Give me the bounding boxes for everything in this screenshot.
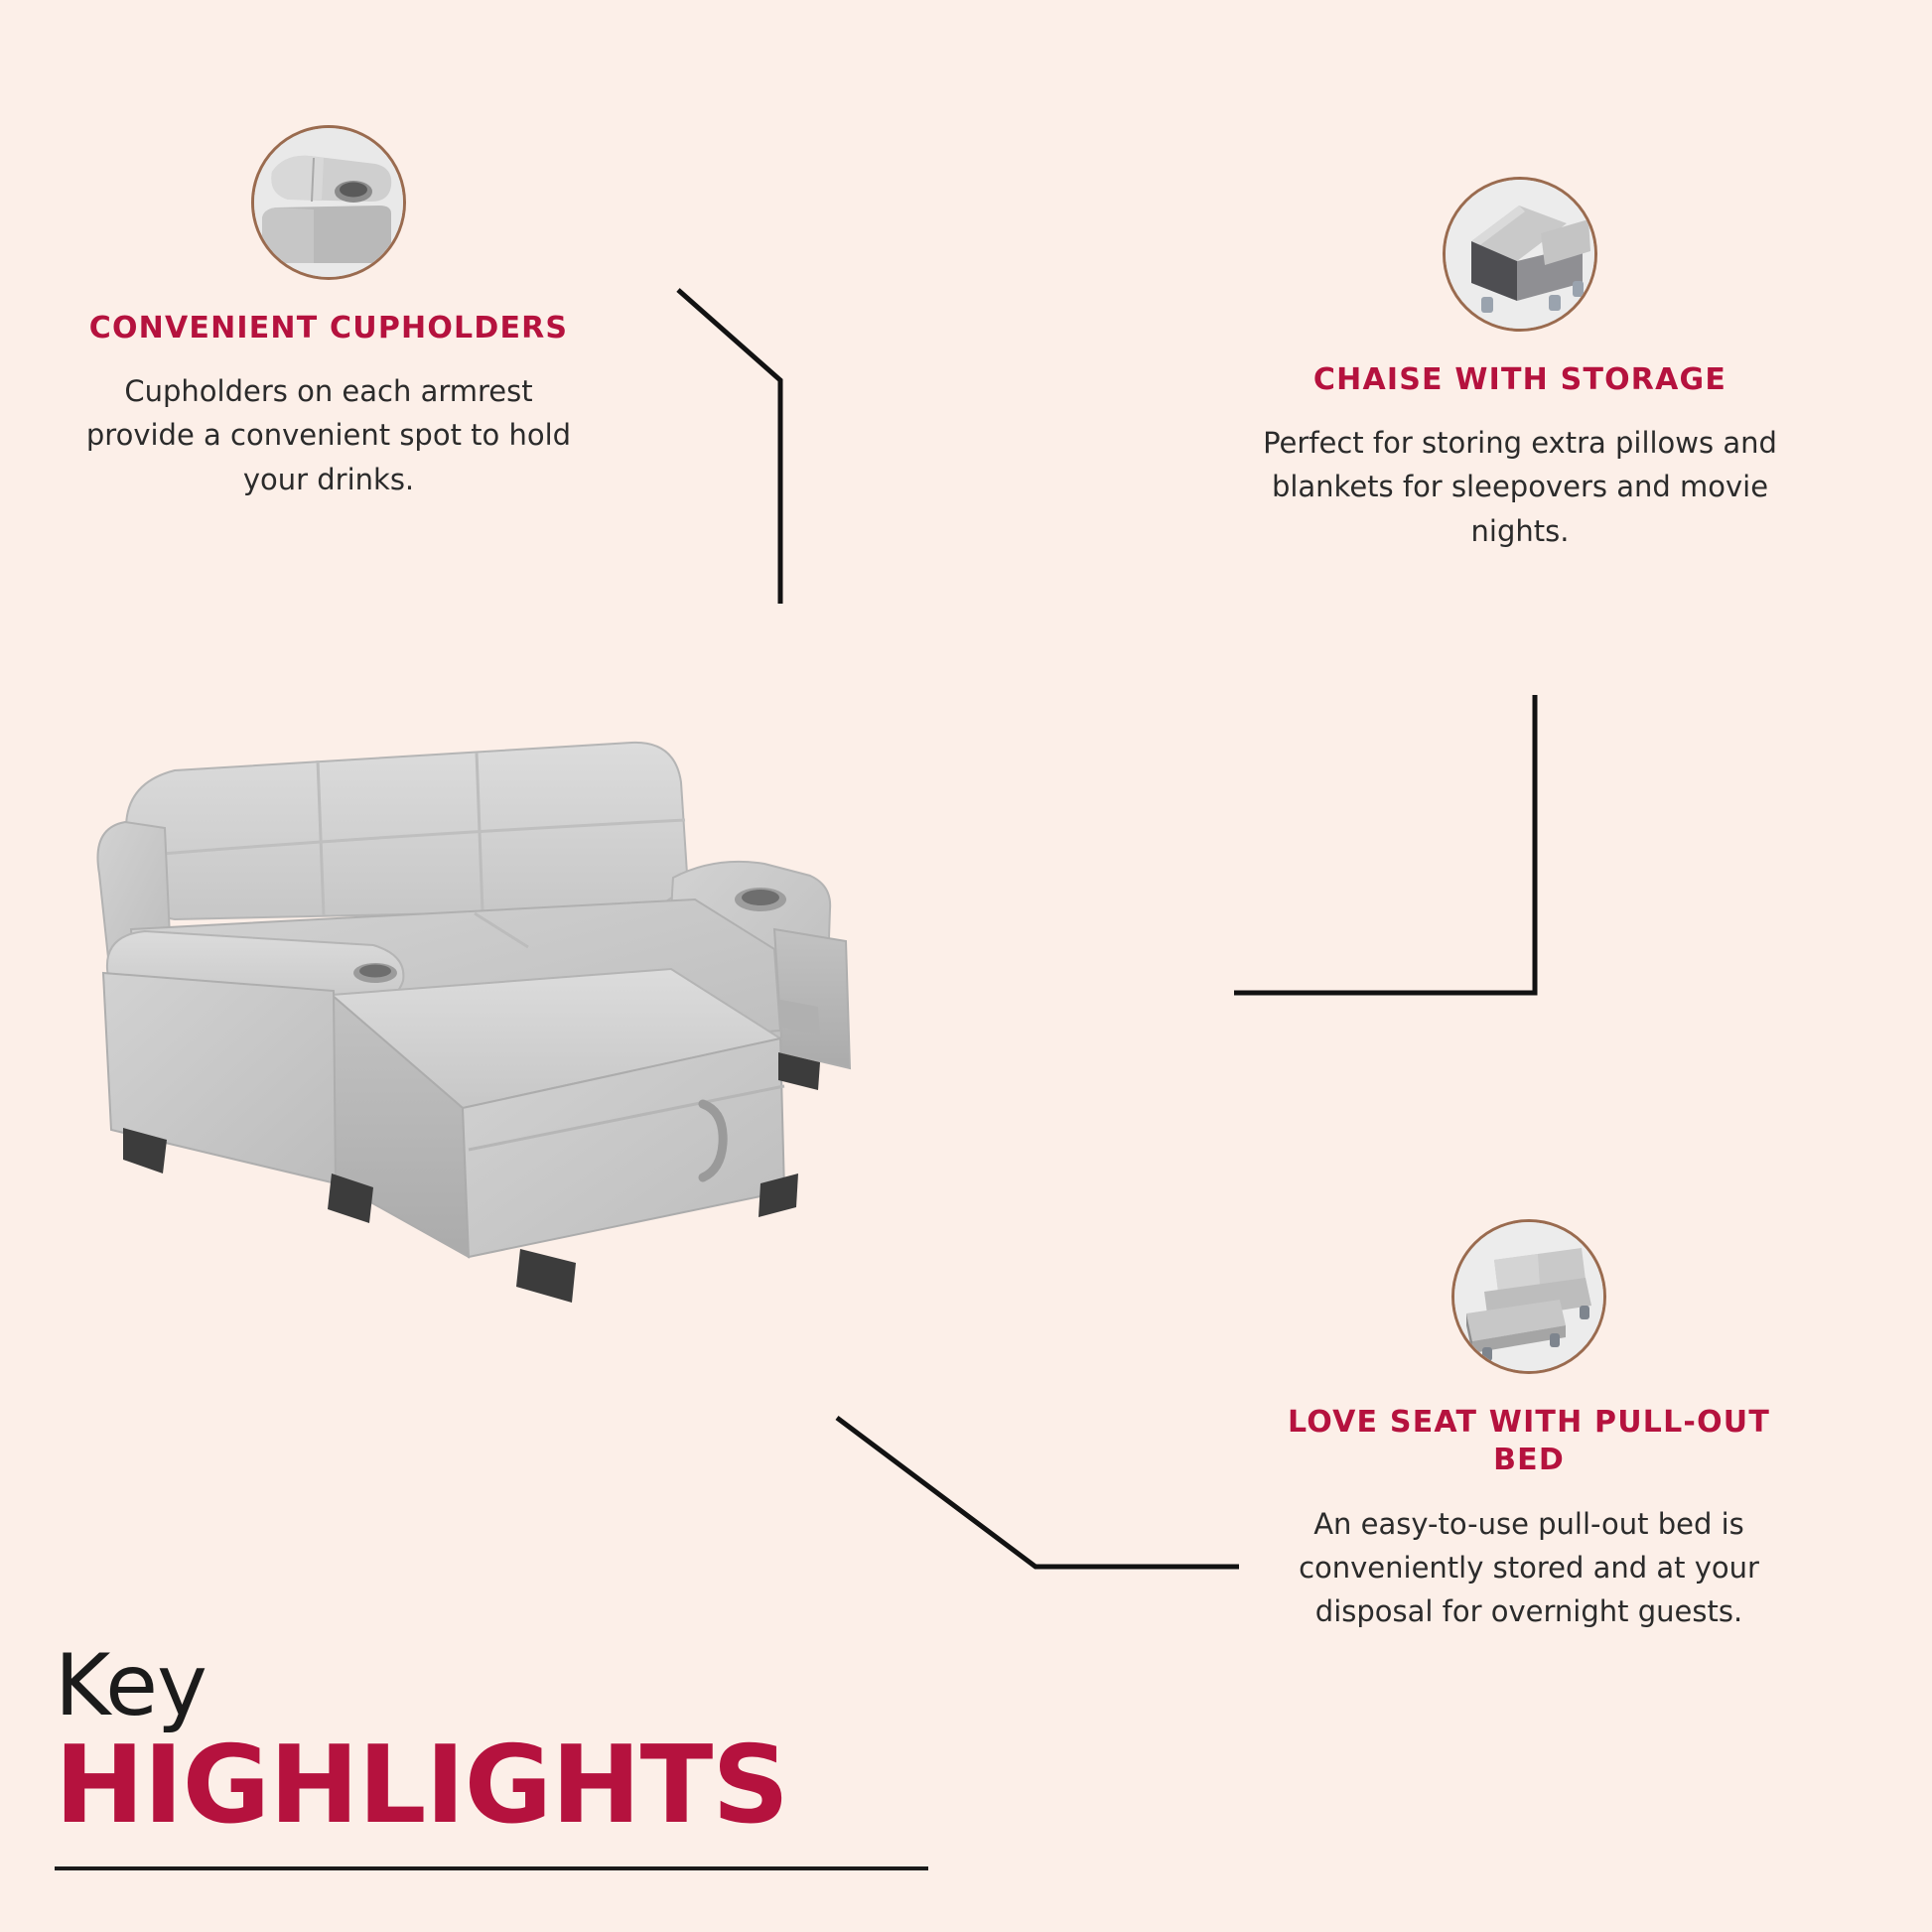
page-title: [55, 1635, 948, 1870]
feature-pullout-bed: [1281, 1219, 1777, 1633]
feature-cupholders: [85, 125, 572, 501]
feature-body-pullout: An easy-to-use pull-out bed is conveniently stored and at your disposal for overnight guests.: [1299, 1506, 1759, 1628]
feature-body-storage: Perfect for storing extra pillows and blankets for sleepovers and movie nights.: [1263, 426, 1777, 548]
chaise-storage-thumbnail: [1443, 177, 1597, 332]
thumb-wrap-storage: [1247, 177, 1793, 332]
feature-title-cupholders: CONVENIENT CUPHOLDERS: [88, 311, 569, 345]
feature-body-cupholders: Cupholders on each armrest provide a convenient spot to hold your drinks.: [85, 374, 572, 496]
feature-chaise-storage: [1247, 177, 1793, 553]
pull-out-bed-thumbnail: [1451, 1219, 1606, 1374]
title-underline: [55, 1866, 928, 1870]
feature-title-pullout: LOVE SEAT WITH PULL-OUT BED: [1287, 1405, 1771, 1478]
title-line-highlights: HIGHLIGHTS: [55, 1723, 789, 1848]
feature-title-storage: CHAISE WITH STORAGE: [1312, 362, 1727, 397]
cupholder-armrest-thumbnail: [251, 125, 406, 280]
title-line-key: Key: [55, 1635, 207, 1735]
thumb-wrap-pullout: [1281, 1219, 1777, 1374]
hero-sofa-image: [79, 725, 1023, 1390]
thumb-wrap-cupholders: [85, 125, 572, 280]
